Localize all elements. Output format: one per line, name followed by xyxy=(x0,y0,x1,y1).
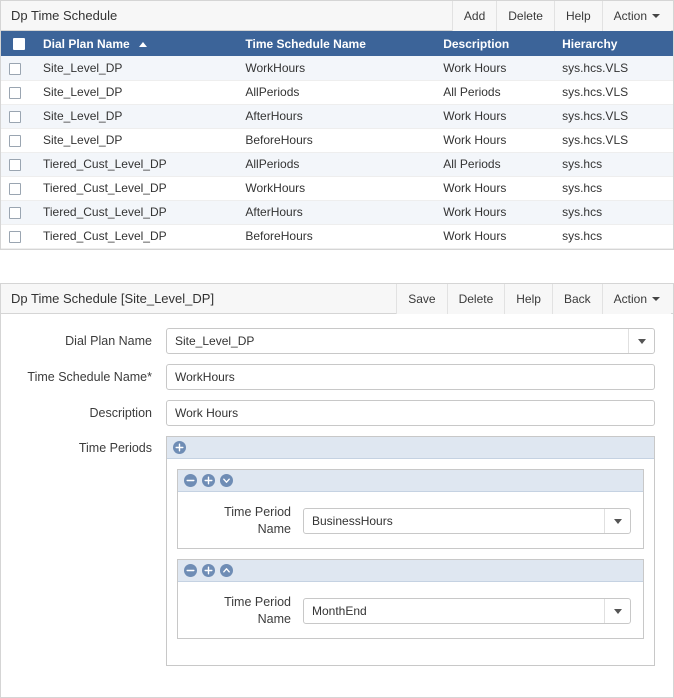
list-panel-title: Dp Time Schedule xyxy=(11,8,118,23)
detail-action-menu-label: Action xyxy=(613,291,647,306)
add-time-period-icon[interactable] xyxy=(173,441,186,454)
time-periods-container xyxy=(166,436,655,666)
label-time-periods: Time Periods xyxy=(78,441,152,455)
dial-plan-name-select[interactable] xyxy=(166,328,655,354)
table-row[interactable] xyxy=(1,200,673,224)
move-down-icon[interactable] xyxy=(220,474,233,487)
add-button[interactable] xyxy=(452,1,496,31)
help-button[interactable] xyxy=(554,1,602,31)
cell-time-schedule-name: AfterHours xyxy=(237,200,435,224)
cell-time-schedule-name: AfterHours xyxy=(237,104,435,128)
remove-time-period-icon[interactable] xyxy=(184,474,197,487)
select-all-column[interactable] xyxy=(1,31,35,56)
detail-delete-button-label: Delete xyxy=(458,291,494,306)
table-row[interactable] xyxy=(1,80,673,104)
label-time-period-name xyxy=(178,504,303,538)
cell-time-schedule-name: AllPeriods xyxy=(237,152,435,176)
row-select-cell[interactable] xyxy=(1,176,35,200)
time-period-item xyxy=(177,469,644,549)
delete-button-label: Delete xyxy=(508,8,543,23)
label-time-period-line1: Time Period xyxy=(224,595,291,609)
description-value: Work Hours xyxy=(175,406,239,420)
remove-time-period-icon[interactable] xyxy=(184,564,197,577)
delete-button[interactable] xyxy=(496,1,554,31)
row-checkbox[interactable] xyxy=(9,111,21,123)
row-select-cell[interactable] xyxy=(1,224,35,248)
table-header-row xyxy=(1,31,673,56)
column-header-description[interactable] xyxy=(435,31,554,56)
cell-description: All Periods xyxy=(435,152,554,176)
cell-time-schedule-name: WorkHours xyxy=(237,176,435,200)
row-select-cell[interactable] xyxy=(1,104,35,128)
label-time-period-line2: Name xyxy=(257,522,291,536)
row-checkbox[interactable] xyxy=(9,135,21,147)
list-panel-actions xyxy=(452,1,671,31)
row-checkbox[interactable] xyxy=(9,87,21,99)
list-panel-header xyxy=(1,1,673,31)
time-period-name-select[interactable] xyxy=(303,508,631,534)
detail-panel-actions xyxy=(396,284,671,314)
back-button[interactable] xyxy=(552,284,602,314)
cell-description: Work Hours xyxy=(435,128,554,152)
table-row[interactable] xyxy=(1,56,673,80)
cell-dial-plan-name: Site_Level_DP xyxy=(35,128,237,152)
time-schedule-name-value: WorkHours xyxy=(175,370,235,384)
chevron-down-icon xyxy=(652,297,660,301)
row-checkbox[interactable] xyxy=(9,63,21,75)
row-checkbox[interactable] xyxy=(9,207,21,219)
time-period-name-select[interactable] xyxy=(303,598,631,624)
column-header-hierarchy[interactable] xyxy=(554,31,673,56)
add-time-period-icon[interactable] xyxy=(202,474,215,487)
row-select-cell[interactable] xyxy=(1,80,35,104)
description-input[interactable] xyxy=(166,400,655,426)
cell-hierarchy: sys.hcs.VLS xyxy=(554,56,673,80)
row-select-cell[interactable] xyxy=(1,128,35,152)
cell-description: All Periods xyxy=(435,80,554,104)
time-period-name-value: MonthEnd xyxy=(312,604,367,618)
cell-hierarchy: sys.hcs.VLS xyxy=(554,80,673,104)
row-checkbox[interactable] xyxy=(9,183,21,195)
back-button-label: Back xyxy=(563,291,591,306)
row-checkbox[interactable] xyxy=(9,159,21,171)
label-description: Description xyxy=(89,406,152,420)
cell-dial-plan-name: Site_Level_DP xyxy=(35,104,237,128)
field-row-description xyxy=(11,400,655,426)
action-menu-button[interactable] xyxy=(602,1,671,31)
column-header-dial-plan-name[interactable] xyxy=(35,31,237,56)
row-select-cell[interactable] xyxy=(1,152,35,176)
sort-ascending-icon xyxy=(139,42,147,47)
time-periods-toolbar xyxy=(167,437,654,459)
add-time-period-icon[interactable] xyxy=(202,564,215,577)
detail-action-menu-button[interactable] xyxy=(602,284,671,314)
cell-time-schedule-name: AllPeriods xyxy=(237,80,435,104)
save-button[interactable] xyxy=(396,284,446,314)
detail-help-button[interactable] xyxy=(504,284,552,314)
time-period-item-body xyxy=(178,492,643,548)
cell-description: Work Hours xyxy=(435,200,554,224)
label-time-period-line1: Time Period xyxy=(224,505,291,519)
chevron-down-icon[interactable] xyxy=(604,509,630,533)
action-menu-label: Action xyxy=(613,8,647,23)
detail-panel-header xyxy=(1,284,673,314)
cell-hierarchy: sys.hcs.VLS xyxy=(554,104,673,128)
time-period-name-row xyxy=(178,594,631,628)
cell-dial-plan-name: Tiered_Cust_Level_DP xyxy=(35,200,237,224)
table-row[interactable] xyxy=(1,128,673,152)
table-header xyxy=(1,31,673,56)
field-row-dial-plan-name xyxy=(11,328,655,354)
cell-description: Work Hours xyxy=(435,224,554,248)
time-period-name-value: BusinessHours xyxy=(312,514,393,528)
cell-description: Work Hours xyxy=(435,56,554,80)
cell-hierarchy: sys.hcs.VLS xyxy=(554,128,673,152)
row-checkbox[interactable] xyxy=(9,231,21,243)
dp-time-schedule-list-panel xyxy=(0,0,674,250)
dp-time-schedule-table xyxy=(1,31,673,249)
table-row[interactable] xyxy=(1,152,673,176)
column-label-dial-plan-name: Dial Plan Name xyxy=(43,36,130,51)
table-row[interactable] xyxy=(1,104,673,128)
cell-hierarchy: sys.hcs xyxy=(554,224,673,248)
cell-time-schedule-name: BeforeHours xyxy=(237,128,435,152)
cell-description: Work Hours xyxy=(435,176,554,200)
column-label-hierarchy: Hierarchy xyxy=(562,36,618,51)
time-period-name-row xyxy=(178,504,631,538)
cell-dial-plan-name: Tiered_Cust_Level_DP xyxy=(35,152,237,176)
time-period-item-toolbar xyxy=(178,470,643,492)
detail-help-button-label: Help xyxy=(516,291,541,306)
column-label-time-schedule-name: Time Schedule Name xyxy=(245,36,366,51)
label-dial-plan-name: Dial Plan Name xyxy=(65,334,152,348)
column-label-description: Description xyxy=(443,36,510,51)
table-body xyxy=(1,56,673,248)
detail-panel-title: Dp Time Schedule [Site_Level_DP] xyxy=(11,291,215,306)
field-row-time-schedule-name xyxy=(11,364,655,390)
cell-hierarchy: sys.hcs xyxy=(554,152,673,176)
cell-dial-plan-name: Site_Level_DP xyxy=(35,56,237,80)
label-time-period-line2: Name xyxy=(257,612,291,626)
label-time-schedule-name: Time Schedule Name* xyxy=(27,370,152,384)
field-row-time-periods xyxy=(11,436,655,666)
detail-delete-button[interactable] xyxy=(447,284,505,314)
cell-dial-plan-name: Site_Level_DP xyxy=(35,80,237,104)
cell-dial-plan-name: Tiered_Cust_Level_DP xyxy=(35,224,237,248)
time-period-item xyxy=(177,559,644,639)
cell-dial-plan-name: Tiered_Cust_Level_DP xyxy=(35,176,237,200)
select-all-checkbox[interactable] xyxy=(13,38,25,50)
dp-time-schedule-detail-panel xyxy=(0,283,674,698)
time-schedule-name-input[interactable] xyxy=(166,364,655,390)
cell-hierarchy: sys.hcs xyxy=(554,200,673,224)
chevron-down-icon xyxy=(652,14,660,18)
time-period-item-toolbar xyxy=(178,560,643,582)
cell-time-schedule-name: BeforeHours xyxy=(237,224,435,248)
row-select-cell[interactable] xyxy=(1,200,35,224)
time-period-item-body xyxy=(178,582,643,638)
cell-description: Work Hours xyxy=(435,104,554,128)
cell-time-schedule-name: WorkHours xyxy=(237,56,435,80)
table-row[interactable] xyxy=(1,176,673,200)
column-header-time-schedule-name[interactable] xyxy=(237,31,435,56)
time-periods-bottom-spacer xyxy=(167,649,654,665)
help-button-label: Help xyxy=(565,8,591,23)
dial-plan-name-value: Site_Level_DP xyxy=(175,334,255,348)
move-up-icon[interactable] xyxy=(220,564,233,577)
save-button-label: Save xyxy=(408,291,436,306)
chevron-down-icon[interactable] xyxy=(628,329,654,353)
cell-hierarchy: sys.hcs xyxy=(554,176,673,200)
detail-form xyxy=(1,314,673,694)
add-button-label: Add xyxy=(463,8,486,23)
table-row[interactable] xyxy=(1,224,673,248)
row-select-cell[interactable] xyxy=(1,56,35,80)
chevron-down-icon[interactable] xyxy=(604,599,630,623)
label-time-period-name xyxy=(178,594,303,628)
